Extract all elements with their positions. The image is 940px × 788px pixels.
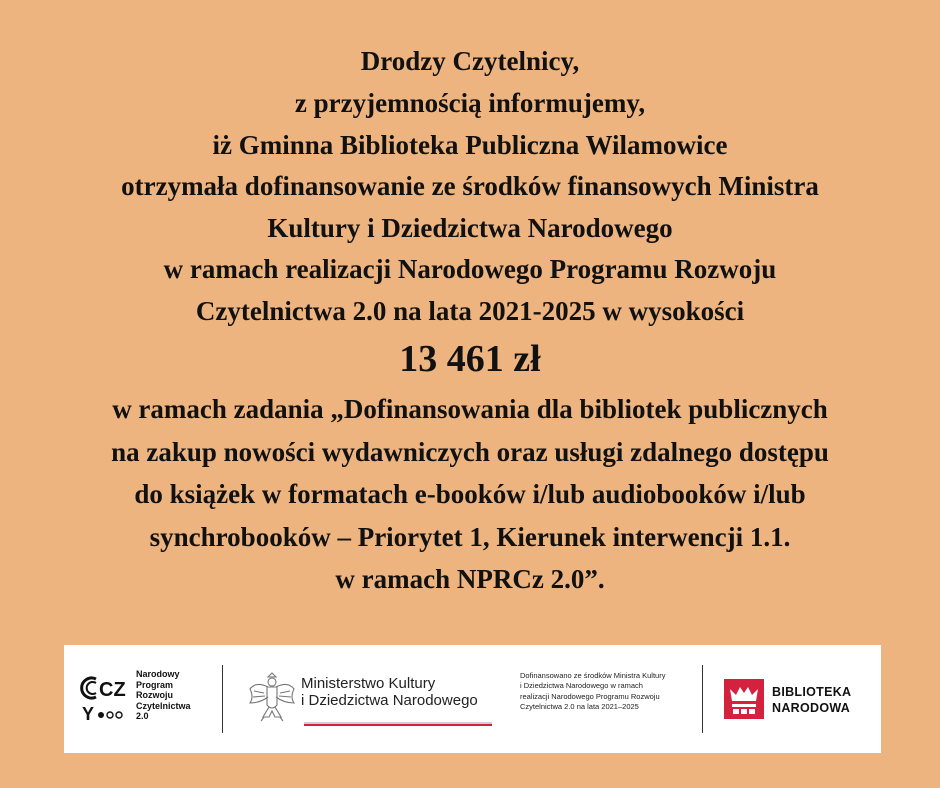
ministry-flag-stripe: [304, 722, 492, 726]
bn-line: BIBLIOTEKA: [772, 685, 852, 699]
nprcz-line: Program: [136, 679, 174, 690]
nprcz-logo-text: [136, 669, 191, 722]
ministry-line: i Dziedzictwa Narodowego: [301, 692, 478, 709]
funding-note: [520, 671, 690, 713]
greeting: Drodzy Czytelnicy,: [360, 46, 580, 76]
task-line: w ramach zadania „Dofinansowania dla bibliotek publicznych: [112, 394, 828, 424]
task-line: do książek w formatach e-booków i/lub audiobooków i/lub: [134, 479, 806, 509]
ministry-logo-text: [301, 675, 478, 709]
task-line: na zakup nowości wydawniczych oraz usługi zdalnego dostępu: [111, 436, 829, 467]
sponsor-logo-bar: [64, 645, 881, 753]
task-line: w ramach NPRCz 2.0”.: [335, 564, 605, 594]
logo-divider: [702, 665, 703, 733]
intro-line: z przyjemnością informujemy,: [294, 88, 646, 118]
funding-note-line: i Dziedzictwa Narodowego w ramach: [520, 681, 643, 691]
biblioteka-narodowa-crown-icon: [724, 679, 764, 719]
funding-amount: 13 461 zł: [399, 338, 541, 380]
czy-logo-icon: [80, 675, 128, 725]
nprcz-line: Rozwoju: [136, 690, 173, 701]
ministry-line: Ministerstwo Kultury: [301, 675, 436, 692]
nprcz-line: Narodowy: [136, 669, 180, 679]
intro-line: iż Gminna Biblioteka Publiczna Wilamowice: [212, 129, 728, 160]
bn-line: NARODOWA: [772, 701, 851, 715]
biblioteka-narodowa-text: [772, 684, 851, 716]
intro-line: Kultury i Dziedzictwa Narodowego: [267, 212, 673, 243]
intro-line: otrzymała dofinansowanie ze środków finansowych Ministra: [121, 171, 819, 201]
white-eagle-emblem-icon: [246, 667, 298, 727]
nprcz-line: 2.0: [136, 711, 149, 722]
logo-divider: [222, 665, 223, 733]
intro-line: w ramach realizacji Narodowego Programu Rozwoju: [163, 254, 777, 284]
intro-line: Czytelnictwa 2.0 na lata 2021-2025 w wysokości: [195, 295, 745, 326]
task-line: synchrobooków – Priorytet 1, Kierunek interwencji 1.1.: [149, 521, 791, 552]
czy-mark-y: Y: [82, 704, 95, 724]
announcement-text: [40, 40, 900, 601]
funding-note-line: Dofinansowano ze środków Ministra Kultury: [520, 671, 666, 680]
funding-note-line: Czytelnictwa 2.0 na lata 2021–2025: [520, 702, 639, 712]
nprcz-line: Czytelnictwa: [136, 700, 191, 711]
funding-note-line: realizacji Narodowego Programu Rozwoju: [520, 691, 660, 701]
czy-mark-z: CZ: [99, 679, 126, 701]
